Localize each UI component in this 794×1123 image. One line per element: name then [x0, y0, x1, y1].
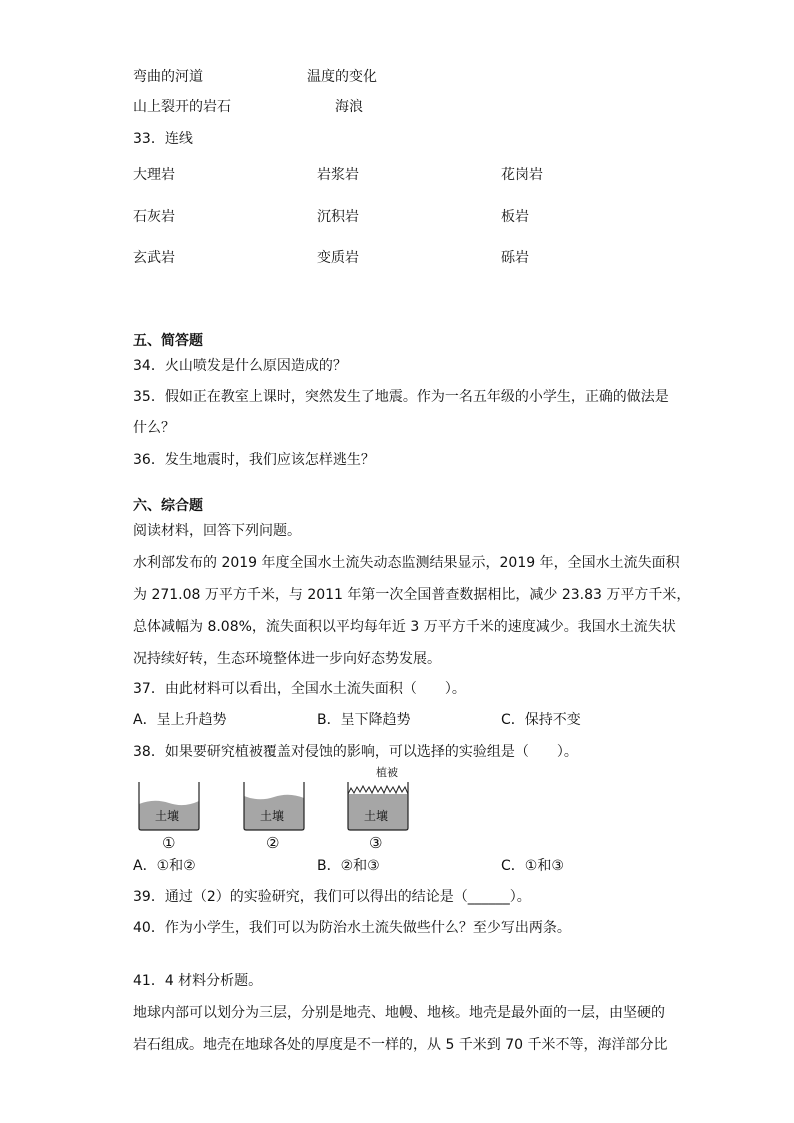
- option-c: C．①和③: [501, 858, 564, 874]
- soil-label: 土壤: [364, 809, 389, 823]
- figure-caption: ③: [369, 834, 383, 852]
- question-38: 38．如果要研究植被覆盖对侵蚀的影响，可以选择的实验组是（ ）。: [133, 744, 578, 760]
- passage-line: 地球内部可以划分为三层，分别是地壳、地幔、地核。地壳是最外面的一层，由坚硬的: [133, 1005, 665, 1021]
- match-item: 海浪: [335, 99, 363, 115]
- question-36: 36．发生地震时，我们应该怎样逃生？: [133, 452, 375, 468]
- rock-item: 玄武岩: [133, 250, 175, 266]
- question-35: 35．假如正在教室上课时，突然发生了地震。作为一名五年级的小学生，正确的做法是: [133, 389, 669, 405]
- option-a: A．呈上升趋势: [133, 712, 227, 728]
- question-39: 39．通过（2）的实验研究，我们可以得出的结论是（______）。: [133, 889, 531, 905]
- question-34: 34．火山喷发是什么原因造成的？: [133, 358, 347, 374]
- passage-line: 为 271.08 万平方千米，与 2011 年第一次全国普查数据相比，减少 23.83 万平方千米，: [133, 587, 691, 603]
- option-b: B．②和③: [317, 858, 380, 874]
- option-c: C．保持不变: [501, 712, 581, 728]
- passage-line: 总体减幅为 8.08%，流失面积以平均每年近 3 万平方千米的速度减少。我国水土流失状: [133, 619, 676, 635]
- option-a: A．①和②: [133, 858, 196, 874]
- instruction: 阅读材料，回答下列问题。: [133, 523, 301, 539]
- vegetation-label: 植被: [376, 766, 398, 779]
- soil-label: 土壤: [260, 809, 285, 823]
- soil-label: 土壤: [155, 809, 180, 823]
- rock-type: 变质岩: [317, 250, 359, 266]
- passage-line: 岩石组成。地壳在地球各处的厚度是不一样的，从 5 千米到 70 千米不等，海洋部分比: [133, 1037, 668, 1053]
- rock-item: 板岩: [501, 209, 529, 225]
- rock-item: 砾岩: [501, 250, 529, 266]
- rock-item: 花岗岩: [501, 167, 543, 183]
- question-37: 37．由此材料可以看出，全国水土流失面积（ ）。: [133, 681, 466, 697]
- rock-type: 岩浆岩: [317, 167, 359, 183]
- passage-line: 水利部发布的 2019 年度全国水土流失动态监测结果显示，2019 年，全国水土流失面积: [133, 555, 680, 571]
- question-35-cont: 什么？: [133, 420, 175, 436]
- figure-caption: ②: [266, 834, 280, 852]
- option-b: B．呈下降趋势: [317, 712, 411, 728]
- section-heading: 六、综合题: [133, 498, 203, 514]
- figure-caption: ①: [162, 834, 176, 852]
- passage-line: 况持续好转，生态环境整体进一步向好态势发展。: [133, 651, 441, 667]
- question-41: 41．4 材料分析题。: [133, 973, 263, 989]
- question-33: 33．连线: [133, 131, 193, 147]
- rock-item: 大理岩: [133, 167, 175, 183]
- match-item: 温度的变化: [307, 69, 377, 85]
- question-40: 40．作为小学生，我们可以为防治水土流失做些什么？至少写出两条。: [133, 920, 571, 936]
- match-item: 弯曲的河道: [133, 69, 203, 85]
- section-heading: 五、简答题: [133, 333, 203, 349]
- rock-type: 沉积岩: [317, 209, 359, 225]
- rock-item: 石灰岩: [133, 209, 175, 225]
- match-item: 山上裂开的岩石: [133, 99, 231, 115]
